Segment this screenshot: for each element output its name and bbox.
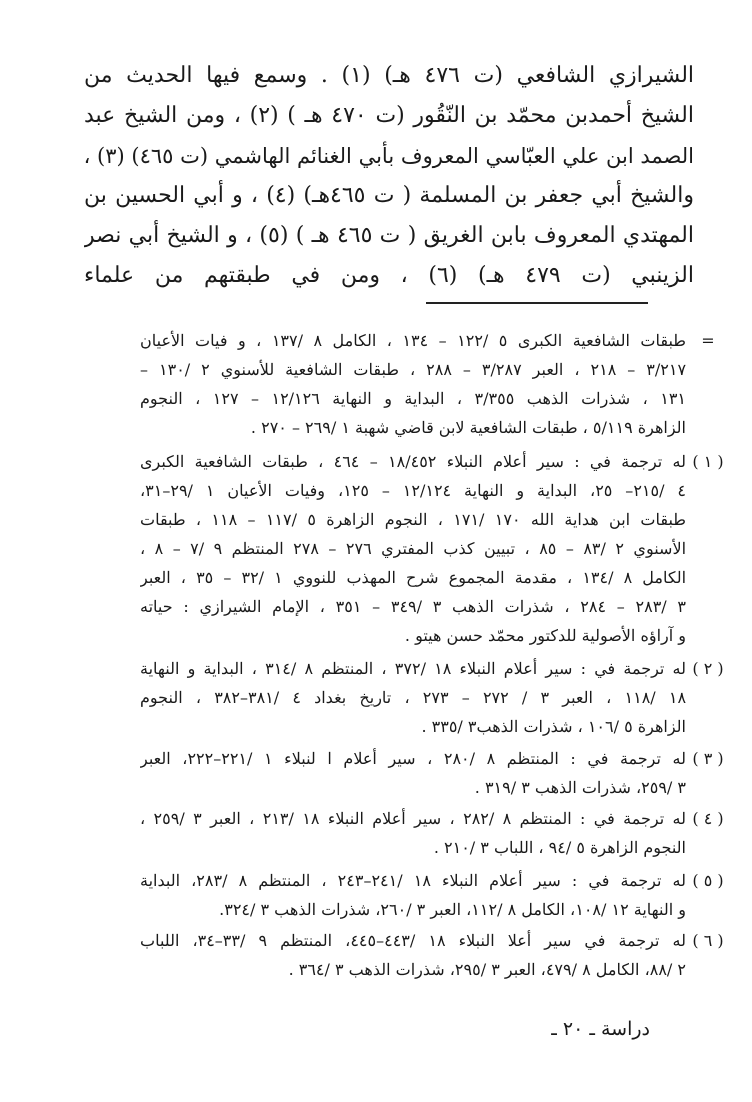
footnote-line: و النهاية ١٢ /١٠٨، الكامل ٨ /١١٢، العبر ٣ /٢٦٠، شذرات الذهب ٣ /٣٢٤. (219, 900, 686, 919)
footnote-line: ٤ /٢١٥– ٢٥، البداية و النهاية ١٢/١٢٤ – ١٢٥، وفيات الأعيان ١ /٢٩–٣١، (140, 481, 686, 500)
footnote-line: له ترجمة في : سير أعلام النبلاء ١٨/٤٥٢ – ٤٦٤ ، طبقات الشافعية الكبرى (140, 452, 686, 471)
footnote-line: طبقات الشافعية الكبرى ٥ /١٢٢ – ١٣٤ ، الكامل ٨ /١٣٧ ، و فيات الأعيان (140, 331, 686, 350)
footnote-line: له ترجمة في : سير أعلام النبلاء ١٨ /٢٤١–٢٤٣ ، المنتظم ٨ /٢٨٣، البداية (140, 871, 686, 890)
footnote-6 (140, 926, 724, 984)
main-text (84, 56, 694, 296)
footnote-separator (426, 302, 648, 304)
main-text-line: والشيخ أبي جعفر بن المسلمة ( ت ٤٦٥هـ) (٤) ، و أبي الحسين بن (84, 183, 694, 208)
footnote-1 (140, 447, 724, 650)
main-text-line: الشيرازي الشافعي (ت ٤٧٦ هـ) (١) . وسمع فيها الحديث من (84, 63, 694, 88)
footnote-line: الزاهرة ٥ /١٠٦ ، شذرات الذهب٣ /٣٣٥ . (421, 717, 686, 736)
footnote-marker: ( ٤ ) (692, 809, 724, 828)
footnote-line: له ترجمة في سير أعلا النبلاء ١٨ /٤٤٣–٤٤٥، المنتظم ٩ /٣٣–٣٤، اللباب (140, 931, 686, 950)
footnote-line: له ترجمة في : المنتظم ٨ /٢٨٢ ، سير أعلام النبلاء ١٨ /٢١٣ ، العبر ٣ /٢٥٩ ، (140, 809, 686, 828)
footnote-line: الزاهرة ٥/١١٩ ، طبقات الشافعية لابن قاضي شهبة ١ /٢٦٩ – ٢٧٠ . (250, 418, 686, 437)
footnote-line: الكامل ٨ /١٣٤ ، مقدمة المجموع شرح المهذب للنووي ١ /٣٢ – ٣٥ ، العبر (140, 568, 686, 587)
footnote-line: ٢ /٨٨، الكامل ٨ /٤٧٩، العبر ٣ /٢٩٥، شذرات الذهب ٣ /٣٦٤ . (288, 960, 686, 979)
footnote-3 (140, 744, 724, 802)
footnote-marker: = (701, 331, 715, 350)
footnote-marker: ( ١ ) (692, 452, 724, 471)
main-text-line: المهتدي المعروف بابن الغريق ( ت ٤٦٥ هـ ) (٥) ، و الشيخ أبي نصر (84, 223, 694, 248)
footnote-marker: ( ٥ ) (692, 871, 724, 890)
main-text-line: الشيخ أحمدبن محمّد بن النّقُور (ت ٤٧٠ هـ ) (٢) ، ومن الشيخ عبد (84, 103, 694, 128)
footnote-marker: ( ٦ ) (692, 931, 724, 950)
footnote-continuation (140, 326, 715, 442)
footnote-line: طبقات ابن هداية الله ١٧٠ /١٧١ ، النجوم الزاهرة ٥ /١١٧ – ١١٨ ، طبقات (140, 510, 686, 529)
footnote-line: و آراؤه الأصولية للدكتور محمّد حسن هيتو . (404, 626, 686, 645)
footnote-marker: ( ٢ ) (692, 659, 724, 678)
footnote-line: ١٨ /١١٨ ، العبر ٣ / ٢٧٢ – ٢٧٣ ، تاريخ بغداد ٤ /٣٨١–٣٨٢ ، النجوم (140, 688, 686, 707)
footnote-line: له ترجمة في : سير أعلام النبلاء ١٨ /٣٧٢ ، المنتظم ٨ /٣١٤ ، البداية و النهاية (140, 659, 686, 678)
footnote-line: ٣ /٢٥٩، شذرات الذهب ٣ /٣١٩ . (474, 778, 686, 797)
page-number: دراسة ـ ٢٠ ـ (551, 1018, 650, 1040)
footnote-line: النجوم الزاهرة ٥ /٩٤ ، اللباب ٣ /٢١٠ . (433, 838, 686, 857)
footnote-4 (140, 804, 724, 862)
footnote-line: ١٣١ ، شذرات الذهب ٣/٣٥٥ ، البداية و النهاية ١٢/١٢٦ – ١٢٧ ، النجوم (140, 389, 686, 408)
footnote-line: له ترجمة في : المنتظم ٨ /٢٨٠ ، سير أعلام ا لنبلاء ١ /٢٢١–٢٢٢، العبر (140, 749, 686, 768)
footnote-line: ٣/٢١٧ – ٢١٨ ، العبر ٣/٢٨٧ – ٢٨٨ ، طبقات الشافعية للأسنوي ٢ /١٣٠ – (140, 360, 686, 379)
footnote-5 (140, 866, 724, 924)
main-text-line: الصمد ابن علي العبّاسي المعروف بأبي الغنائم الهاشمي (ت ٤٦٥) (٣) ، (84, 144, 694, 168)
footnote-marker: ( ٣ ) (692, 749, 724, 768)
footnote-line: ٣ /٢٨٣ – ٢٨٤ ، شذرات الذهب ٣ /٣٤٩ – ٣٥١ ، الإمام الشيرازي : حياته (140, 597, 686, 616)
footnote-2 (140, 654, 724, 741)
footnote-line: الأسنوي ٢ /٨٣ – ٨٥ ، تبيين كذب المفتري ٢٧٦ – ٢٧٨ المنتظم ٩ /٧ – ٨ ، (140, 539, 686, 558)
main-text-line: الزينبي (ت ٤٧٩ هـ) (٦) ، ومن في طبقتهم من علماء (84, 263, 694, 288)
